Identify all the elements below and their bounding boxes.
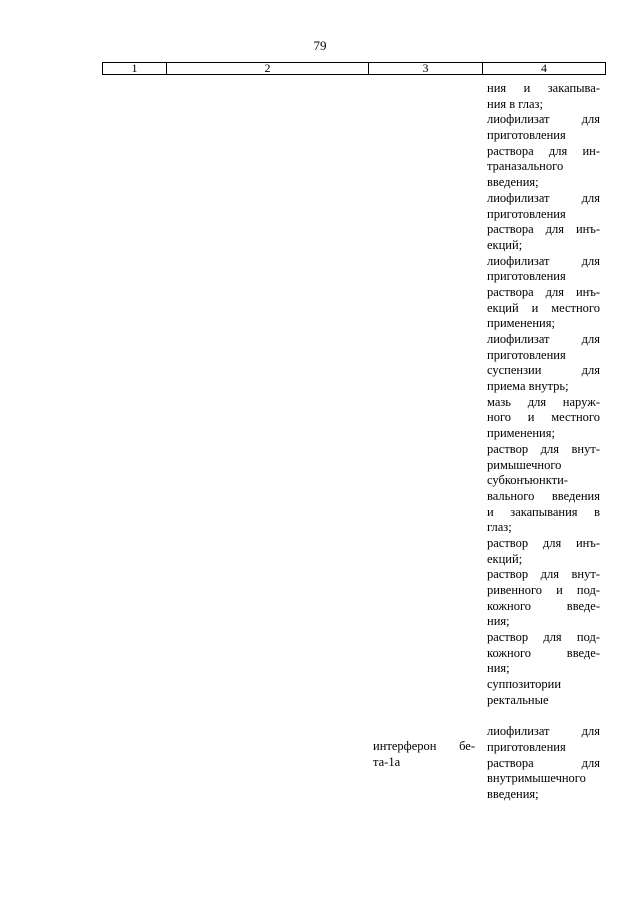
text-line: траназального (487, 159, 564, 174)
text-line: приема внутрь; (487, 379, 569, 394)
text-line: раствор для под- (487, 630, 600, 645)
text-line: приготовления (487, 739, 566, 754)
text-line: суппозитории (487, 677, 562, 692)
text-line: ния и закапыва- (487, 81, 600, 95)
text-line: раствор для внут- (487, 567, 600, 582)
table-header-row (102, 62, 606, 75)
blank-line (487, 709, 600, 725)
text-line: приготовления (487, 128, 566, 143)
text-line: раствора для инъ- (487, 284, 600, 299)
text-line: приготовления (487, 347, 566, 362)
text-line: применения; (487, 426, 555, 441)
text-line: ния в глаз; (487, 96, 543, 111)
text-line: лиофилизат для (487, 190, 600, 205)
text-line: приготовления (487, 206, 566, 221)
text-line: кожного введе- (487, 645, 600, 660)
text-line: суспензии для (487, 363, 600, 378)
text-line: введения; (487, 786, 539, 801)
text-line: субконъюнкти- (487, 473, 568, 488)
text-line: и закапывания в (487, 504, 600, 519)
text-line: внутримышечного (487, 771, 586, 786)
text-line: екций; (487, 551, 523, 566)
text-line: введения; (487, 175, 539, 190)
page-number: 79 (313, 38, 327, 53)
text-line: интерферон бе- (373, 739, 475, 753)
text-line: ного и местного (487, 410, 600, 425)
text-line: екций и местного (487, 300, 600, 315)
text-line: лиофилизат для (487, 724, 600, 739)
text-line: кожного введе- (487, 598, 600, 613)
text-line: та-1a (373, 754, 401, 769)
text-line: ректальные (487, 692, 549, 707)
header-col-2: 2 (167, 63, 369, 75)
text-line: глаз; (487, 520, 512, 535)
text-line: ния; (487, 661, 510, 676)
text-line: римышечного (487, 457, 562, 472)
text-line: раствора для ин- (487, 143, 600, 158)
text-line: применения; (487, 316, 555, 331)
column-4-text (487, 81, 600, 803)
header-col-4: 4 (483, 63, 606, 75)
text-line: раствор для инъ- (487, 535, 600, 550)
text-line: вального введения (487, 488, 600, 503)
text-line: приготовления (487, 269, 566, 284)
text-line: раствора для инъ- (487, 222, 600, 237)
text-line: ривенного и под- (487, 583, 600, 597)
text-line: раствор для внут- (487, 441, 600, 456)
header-col-1: 1 (103, 63, 167, 75)
text-line: раствора для (487, 755, 600, 770)
text-line: лиофилизат для (487, 253, 600, 268)
column-3-text (373, 739, 475, 770)
header-col-3: 3 (369, 63, 483, 75)
text-line: лиофилизат для (487, 112, 600, 127)
text-line: лиофилизат для (487, 332, 600, 346)
text-line: ния; (487, 614, 510, 629)
text-line: мазь для наруж- (487, 394, 600, 409)
text-line: екций; (487, 237, 523, 252)
